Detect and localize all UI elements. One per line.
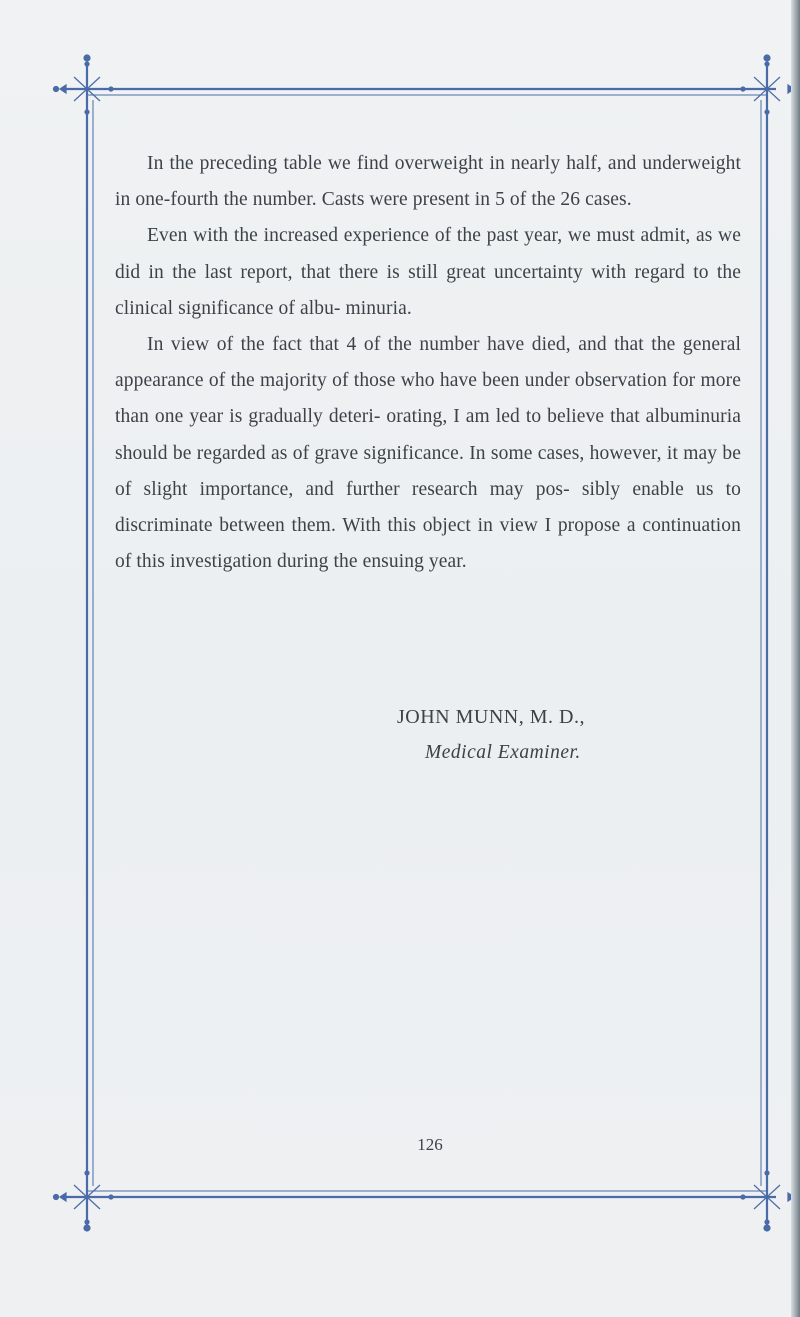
signature-name: JOHN MUNN, M. D.,: [397, 706, 585, 728]
corner-ornament-top-left: [54, 55, 114, 114]
paragraph: In the preceding table we find overweight in nearly half, and underweight in one-fourth the number. Casts were present in 5 of the 26 cases.: [115, 153, 741, 211]
body-text: [115, 146, 741, 580]
page-edge-shadow: [791, 0, 800, 1317]
paragraph: In view of the fact that 4 of the number have died, and that the general appearance of the majority of those who have been under observation for more than one year is gradually deteri- orating, I am led to believe that albuminuria should be regarded as of grave significance. In some cases, however, it may be of slight importance, and further research may pos- sibly enable us to discriminate between them. With this object in view I propose a continuation of this investigation during the ensuing year.: [115, 334, 741, 573]
corner-ornament-bottom-left: [54, 1171, 114, 1231]
paragraph: Even with the increased experience of the past year, we must admit, as we did in the last report, that there is still great uncertainty with regard to the clinical significance of albu- minuria.: [115, 225, 741, 319]
page-number: 126: [417, 1135, 443, 1154]
signature-title: Medical Examiner.: [425, 742, 581, 763]
